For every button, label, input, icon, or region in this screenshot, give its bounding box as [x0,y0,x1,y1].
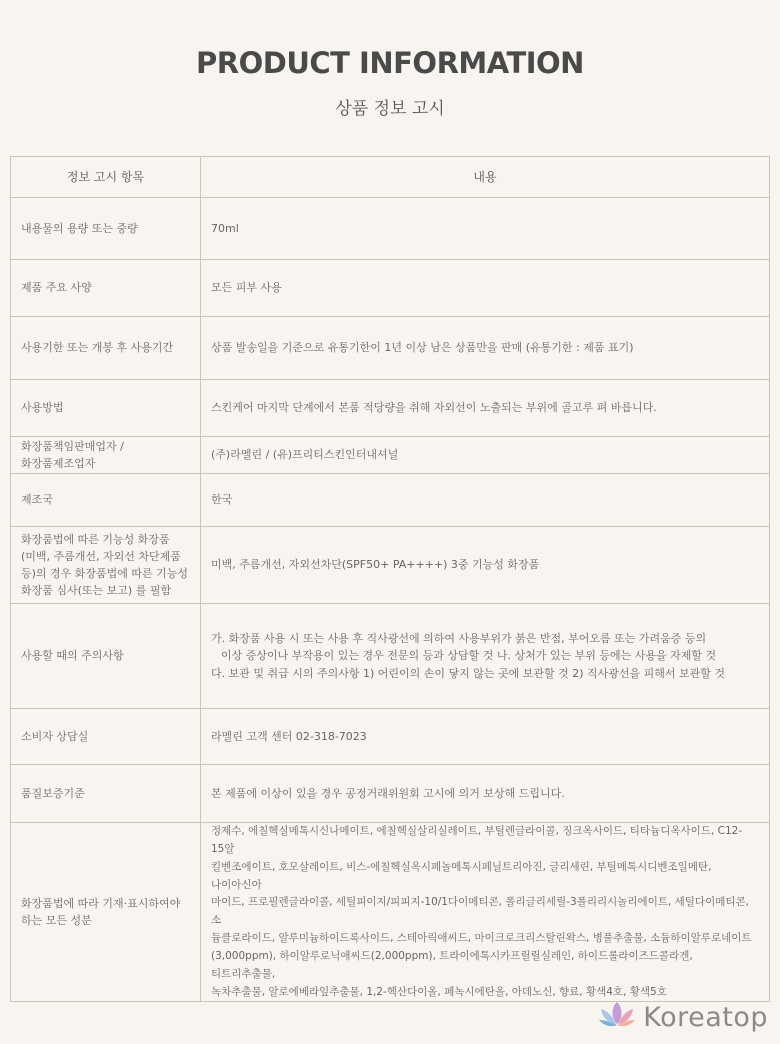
row-key: 화장품책임판매업자 / 화장품제조업자 [11,437,201,474]
page-title: PRODUCT INFORMATION [196,46,584,80]
row-value: 모든 피부 사용 [201,260,770,317]
row-value: 라멜린 고객 센터 02-318-7023 [201,709,770,765]
table-row [11,260,770,317]
row-value-line: 녹차추출물, 알로에베라잎추출물, 1,2-헥산다이올, 페녹시에탄올, 아데노신, 향료, 황색4호, 황색5호 [211,985,667,998]
row-value: 미백, 주름개선, 자외선차단(SPF50+ PA++++) 3중 기능성 화장품 [201,527,770,604]
brand-logo [597,1000,768,1034]
table-row [11,604,770,709]
row-key: 내용물의 용량 또는 중량 [11,198,201,260]
row-value: 70ml [201,198,770,260]
row-key: 품질보증기준 [11,765,201,823]
row-value: 스킨케어 마지막 단계에서 본품 적당량을 취해 자외선이 노출되는 부위에 골고루 펴 바릅니다. [201,380,770,437]
table-row [11,380,770,437]
row-value [201,823,770,1002]
row-key: 사용방법 [11,380,201,437]
row-key: 소비자 상담실 [11,709,201,765]
table-row [11,474,770,527]
header-value: 내용 [201,157,770,198]
row-value: (주)라멜린 / (유)프리티스킨인터내셔널 [201,437,770,474]
row-value: 상품 발송일을 기준으로 유통기한이 1년 이상 남은 상품만을 판매 (유통기한 : 제품 표기) [201,317,770,380]
table-row [11,317,770,380]
page-subtitle: 상품 정보 고시 [335,99,445,119]
table-header-row [11,157,770,198]
row-value-line: 가. 화장품 사용 시 또는 사용 후 직사광선에 의하여 사용부위가 붉은 반점, 부어오름 또는 가려움증 등의 [211,632,707,646]
table-row [11,198,770,260]
row-value-line: 정제수, 에칠헥실메톡시신나메이트, 에칠헥실살리실레이트, 부틸렌글라이콜, 징크옥사이드, 티타늄디옥사이드, C12-15알 [211,825,743,855]
table-row [11,709,770,765]
row-key: 사용기한 또는 개봉 후 사용기간 [11,317,201,380]
row-key: 사용할 때의 주의사항 [11,604,201,709]
row-key: 제품 주요 사양 [11,260,201,317]
lotus-icon [597,1000,637,1034]
row-value: 본 제품에 이상이 있을 경우 공정거래위원회 고시에 의거 보상해 드립니다. [201,765,770,823]
table-row [11,527,770,604]
row-value-line: (3,000ppm), 하이알루로닉애씨드(2,000ppm), 트라이에톡시카프릴릴실레인, 하이드롤라이즈드콜라겐, 티트리추출물, [211,949,693,980]
row-key: 화장품법에 따른 기능성 화장품(미백, 주름개선, 자외선 차단제품 등)의 경우 화장품법에 따른 기능성 화장품 심사(또는 보고) 를 필함 [11,527,201,604]
row-value-line: 마이드, 프로필렌글라이콜, 세틸피이지/피피지-10/1다이메티콘, 폴리글리세릴-3폴리리시놀리에이트, 세틸다이메티콘, 소 [211,896,749,927]
header-key: 정보 고시 항목 [11,157,201,198]
table-row [11,823,770,1002]
table-row [11,765,770,823]
row-value: 한국 [201,474,770,527]
row-value-line: 킬벤조에이트, 호모살레이트, 비스-에칠헥실옥시페놀메톡시페닐트리아진, 글리세린, 부틸메톡시디벤조일메탄, 나이아신아 [211,860,712,891]
row-key: 화장품법에 따라 기재·표시하여야 하는 모든 성분 [11,823,201,1002]
row-value-line: 듐클로라이드, 알루미늄하이드록사이드, 스테아릭애씨드, 마이크로크리스탈린왁스, 병풀추출물, 소듐하이알루로네이트 [211,932,752,945]
table-row [11,437,770,474]
brand-name: Koreatop [643,1001,768,1033]
row-value [201,604,770,709]
row-value-line: 다. 보관 및 취급 시의 주의사항 1) 어린이의 손이 닿지 않는 곳에 보관할 것 2) 직사광선을 피해서 보관할 것 [211,666,726,680]
row-value-line: 이상 증상이나 부작용이 있는 경우 전문의 등과 상담할 것 나. 상처가 있는 부위 등에는 사용을 자제할 것 [221,649,717,663]
product-info-table [10,156,770,1002]
row-key: 제조국 [11,474,201,527]
